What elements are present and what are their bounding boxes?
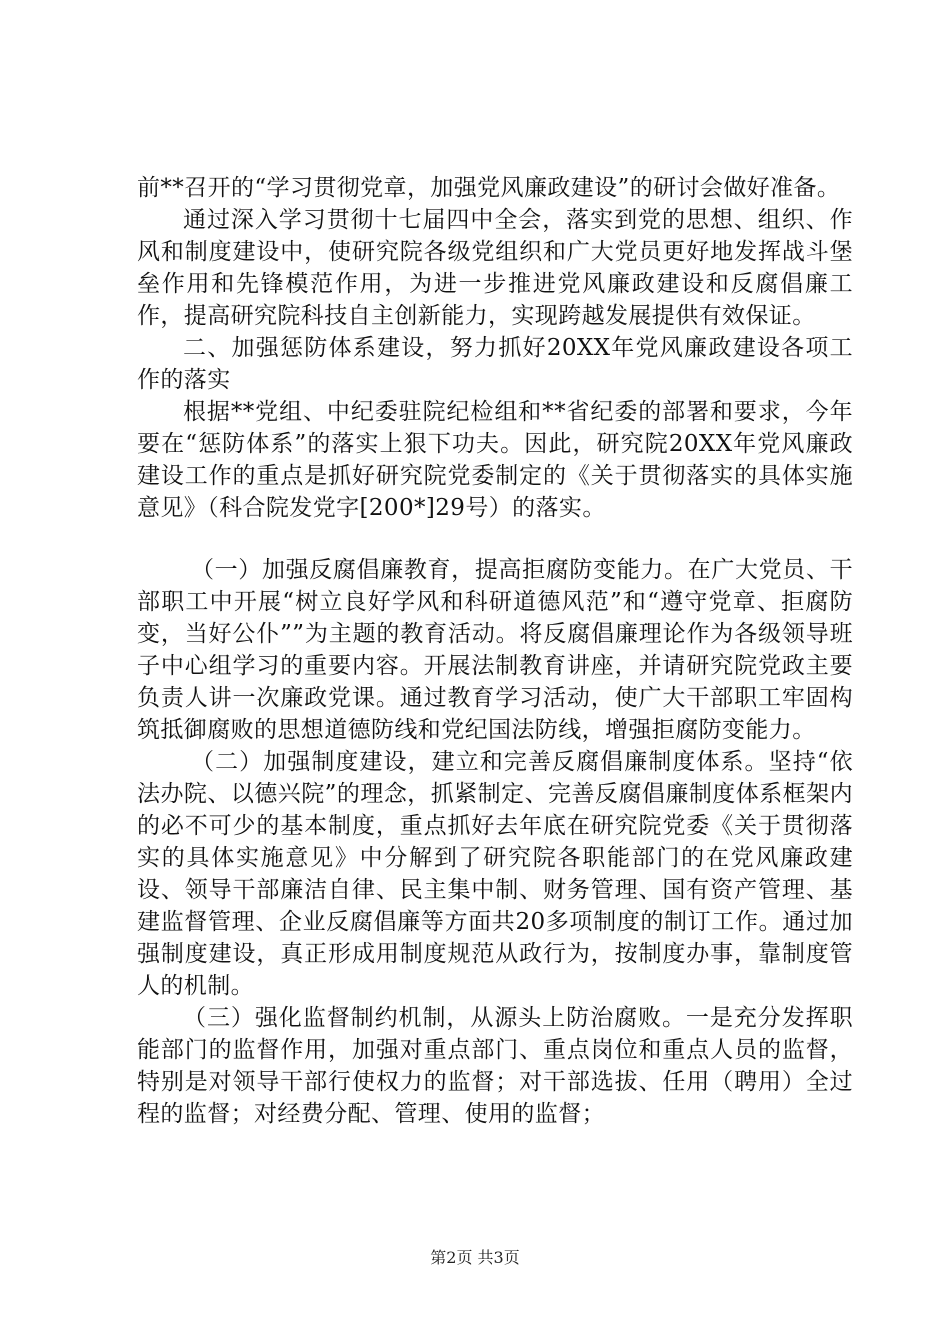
paragraph-continuation: 前**召开的“学习贯彻党章，加强党风廉政建设”的研讨会做好准备。 — [137, 175, 841, 201]
paragraph-item-two: （二）加强制度建设，建立和完善反腐倡廉制度体系。坚持“依法办院、以德兴院”的理念，抓紧制定、完善反腐倡廉制度体系框架内的必不可少的基本制度，重点抓好去年底在研究院党委《关于贯彻落实的具体实施意见》中分解到了研究院各职能部门的在党风廉政建设、领导干部廉洁自律、民主集中制、财务管理、国有资产管理、基建监督管理、企业反腐倡廉等方面共20多项制度的制订工作。通过加强制度建设，真正形成用制度规范从政行为，按制度办事，靠制度管人的机制。 — [137, 749, 853, 999]
paragraph-summary: 通过深入学习贯彻十七届四中全会，落实到党的思想、组织、作风和制度建设中，使研究院各级党组织和广大党员更好地发挥战斗堡垒作用和先锋模范作用，为进一步推进党风廉政建设和反腐倡廉工作，提高研究院科技自主创新能力，实现跨越发展提供有效保证。 — [137, 207, 853, 329]
paragraph-item-one: （一）加强反腐倡廉教育，提高拒腐防变能力。在广大党员、干部职工中开展“树立良好学风和科研道德风范”和“遵守党章、拒腐防变，当好公仆””为主题的教育活动。将反腐倡廉理论作为各级领导班子中心组学习的重要内容。开展法制教育讲座，并请研究院党政主要负责人讲一次廉政党课。通过教育学习活动，使广大干部职工牢固构筑抵御腐败的思想道德防线和党纪国法防线，增强拒腐防变能力。 — [137, 557, 853, 743]
paragraph-basis: 根据**党组、中纪委驻院纪检组和**省纪委的部署和要求，今年要在“惩防体系”的落实上狠下功夫。因此，研究院20XX年党风廉政建设工作的重点是抓好研究院党委制定的《关于贯彻落实的具体实施意见》（科合院发党字[200*]29号）的落实。 — [137, 399, 853, 521]
document-body — [137, 172, 853, 1130]
section-heading-two: 二、加强惩防体系建设，努力抓好20XX年党风廉政建设各项工作的落实 — [137, 335, 853, 393]
paragraph-item-three: （三）强化监督制约机制，从源头上防治腐败。一是充分发挥职能部门的监督作用，加强对重点部门、重点岗位和重点人员的监督，特别是对领导干部行使权力的监督；对干部选拔、任用（聘用）全过程的监督；对经费分配、管理、使用的监督； — [137, 1005, 853, 1127]
page-number-footer: 第2页 共3页 — [430, 1248, 520, 1267]
paragraph-gap — [137, 524, 853, 554]
